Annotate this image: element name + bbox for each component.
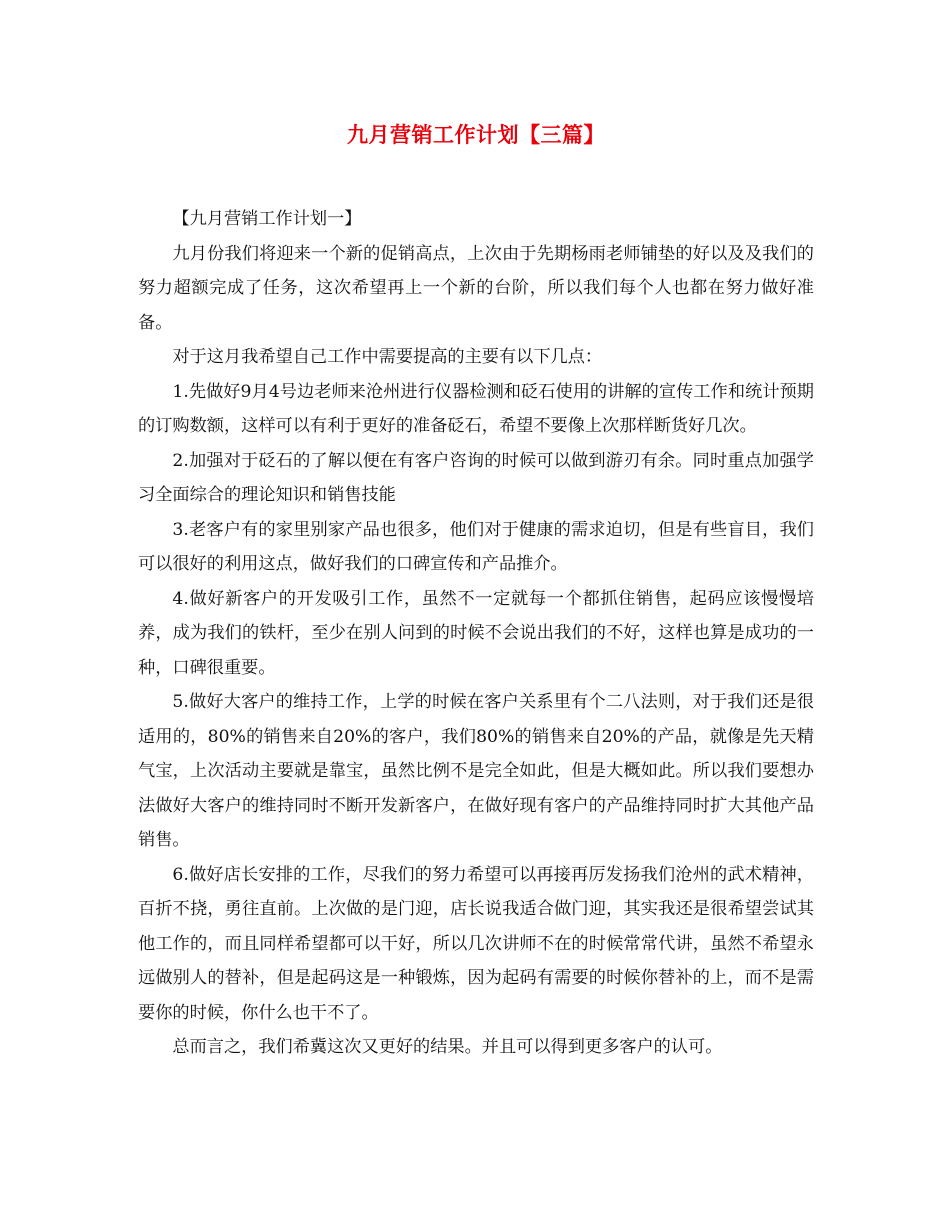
paragraph-item-2: 2.加强对于砭石的了解以便在有客户咨询的时候可以做到游刃有余。同时重点加强学习全面综合的理论知识和销售技能	[138, 450, 814, 505]
paragraph-conclusion: 总而言之，我们希冀这次又更好的结果。并且可以得到更多客户的认可。	[172, 1037, 723, 1057]
paragraph-item-1: 1.先做好9月4号边老师来沧州进行仪器检测和砭石使用的讲解的宣传工作和统计预期的订购数额，这样可以有利于更好的准备砭石，希望不要像上次那样断货好几次。	[138, 381, 814, 436]
document-title: 九月营销工作计划【三篇】	[347, 123, 605, 147]
section-heading: 【九月营销工作计划一】	[172, 209, 362, 229]
document-page	[138, 118, 814, 1065]
document-body	[138, 202, 814, 1065]
paragraph-item-4: 4.做好新客户的开发吸引工作，虽然不一定就每一个都抓住销售，起码应该慢慢培养，成为我们的铁杆，至少在别人问到的时候不会说出我们的不好，这样也算是成功的一种，口碑很重要。	[138, 588, 814, 678]
paragraph-item-5: 5.做好大客户的维持工作，上学的时候在客户关系里有个二八法则，对于我们还是很适用的，80%的销售来自20%的客户，我们80%的销售来自20%的产品，就像是先天精气宝，上次活动主要就是靠宝，虽然比例不是完全如此，但是大概如此。所以我们要想办法做好大客户的维持同时不断开发新客户，在做好现有客户的产品维持同时扩大其他产品销售。	[138, 692, 814, 850]
paragraph-item-6: 6.做好店长安排的工作，尽我们的努力希望可以再接再厉发扬我们沧州的武术精神，百折不挠，勇往直前。上次做的是门迎，店长说我适合做门迎，其实我还是很希望尝试其他工作的，而且同样希望都可以干好，所以几次讲师不在的时候常常代讲，虽然不希望永远做别人的替补，但是起码这是一种锻炼，因为起码有需要的时候你替补的上，而不是需要你的时候，你什么也干不了。	[138, 864, 814, 1023]
paragraph-intro: 九月份我们将迎来一个新的促销高点，上次由于先期杨雨老师铺垫的好以及及我们的努力超额完成了任务，这次希望再上一个新的台阶，所以我们每个人也都在努力做好准备。	[138, 243, 814, 333]
paragraph-item-3: 3.老客户有的家里别家产品也很多，他们对于健康的需求迫切，但是有些盲目，我们可以很好的利用这点，做好我们的口碑宣传和产品推介。	[138, 519, 814, 574]
paragraph-lead-in: 对于这月我希望自己工作中需要提高的主要有以下几点：	[172, 347, 603, 367]
